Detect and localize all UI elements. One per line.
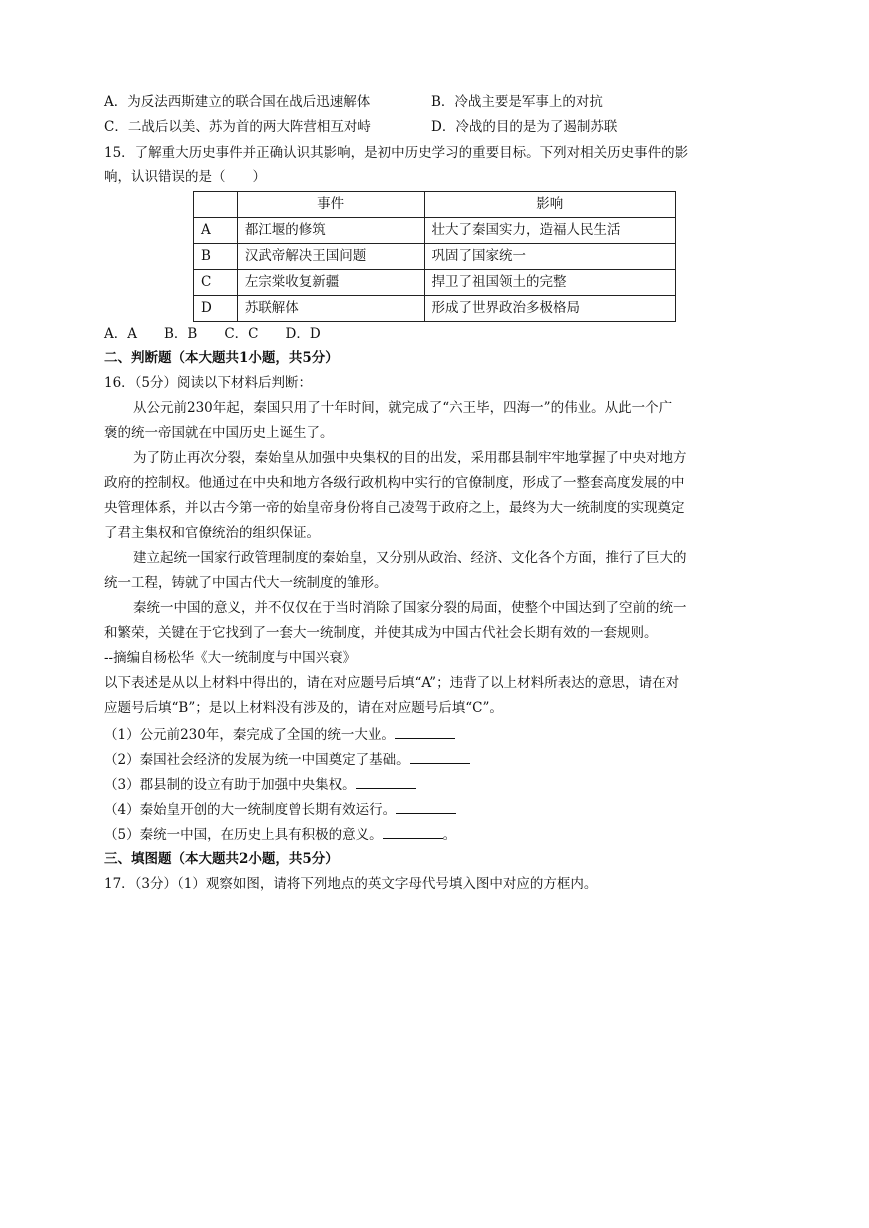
q15-stem-line2: 响，认识错误的是（ ） bbox=[104, 169, 266, 185]
q17-stem: 17．（3分）（1）观察如图，请将下列地点的英文字母代号填入图中对应的方框内。 bbox=[104, 876, 598, 892]
row-letter: D bbox=[194, 296, 238, 322]
row-impact: 壮大了秦国实力，造福人民生活 bbox=[424, 218, 675, 244]
section3-title: 三、填图题（本大题共2小题，共5分） bbox=[104, 851, 339, 867]
row-letter: A bbox=[194, 218, 238, 244]
q16-paragraph3-line1: 建立起统一国家行政管理制度的秦始皇，又分别从政治、经济、文化各个方面，推行了巨大的 bbox=[133, 550, 687, 566]
row-event: 汉武帝解决王国问题 bbox=[237, 244, 424, 270]
q16-item-5 bbox=[104, 824, 456, 844]
row-event: 都江堰的修筑 bbox=[237, 218, 424, 244]
row-impact: 巩固了国家统一 bbox=[424, 244, 675, 270]
row-event: 苏联解体 bbox=[237, 296, 424, 322]
q16-paragraph2-line1: 为了防止再次分裂，秦始皇从加强中央集权的目的出发，采用郡县制牢牢地掌握了中央对地方 bbox=[133, 450, 687, 466]
q16-item-text: （5）秦统一中国，在历史上具有积极的意义。 bbox=[104, 827, 383, 843]
table-header-row bbox=[194, 192, 676, 218]
q15-options: A．A B．B C．C D．D bbox=[104, 326, 321, 342]
q16-item-1 bbox=[104, 724, 455, 744]
answer-blank[interactable] bbox=[395, 724, 455, 739]
q16-item-4 bbox=[104, 799, 456, 819]
row-event: 左宗棠收复新疆 bbox=[237, 270, 424, 296]
q16-instruction-line2: 应题号后填“B”；是以上材料没有涉及的，请在对应题号后填“C”。 bbox=[104, 700, 503, 716]
q16-item-text: （1）公元前230年，秦完成了全国的统一大业。 bbox=[104, 727, 395, 743]
q16-item-text: （3）郡县制的设立有助于加强中央集权。 bbox=[104, 777, 356, 793]
q16-paragraph1-line1: 从公元前230年起，秦国只用了十年时间，就完成了“六王毕，四海一”的伟业。从此一个广 bbox=[133, 400, 673, 416]
table-row bbox=[194, 218, 676, 244]
answer-blank[interactable] bbox=[410, 749, 470, 764]
q16-paragraph2-line4: 了君主集权和官僚统治的组织保证。 bbox=[104, 525, 320, 541]
q16-paragraph1-line2: 褒的统一帝国就在中国历史上诞生了。 bbox=[104, 425, 334, 441]
q14-option-b: B．冷战主要是军事上的对抗 bbox=[431, 94, 603, 110]
row-letter: C bbox=[194, 270, 238, 296]
q16-item-text: （2）秦国社会经济的发展为统一中国奠定了基础。 bbox=[104, 752, 410, 768]
q14-option-d: D．冷战的目的是为了遏制苏联 bbox=[431, 119, 618, 135]
table-row bbox=[194, 296, 676, 322]
q16-paragraph4-line1: 秦统一中国的意义，并不仅仅在于当时消除了国家分裂的局面，使整个中国达到了空前的统一 bbox=[133, 600, 687, 616]
q14-option-a: A．为反法西斯建立的联合国在战后迅速解体 bbox=[104, 94, 371, 110]
table-header-impact: 影响 bbox=[424, 192, 675, 218]
row-impact: 形成了世界政治多极格局 bbox=[424, 296, 675, 322]
q16-item-2 bbox=[104, 749, 470, 769]
q16-stem: 16．（5分）阅读以下材料后判断： bbox=[104, 375, 313, 391]
table-row bbox=[194, 244, 676, 270]
q16-source: --摘编自杨松华《大一统制度与中国兴衰》 bbox=[104, 650, 357, 666]
row-letter: B bbox=[194, 244, 238, 270]
q16-item-3 bbox=[104, 774, 416, 794]
q16-instruction-line1: 以下表述是从以上材料中得出的，请在对应题号后填“A”；违背了以上材料所表达的意思，请在对 bbox=[104, 675, 680, 691]
answer-blank[interactable] bbox=[383, 824, 443, 839]
q16-paragraph2-line3: 央管理体系，并以古今第一帝的始皇帝身份将自己凌驾于政府之上，最终为大一统制度的实现奠定 bbox=[104, 500, 685, 516]
q16-item5-end: 。 bbox=[442, 827, 457, 843]
q16-paragraph3-line2: 统一工程，铸就了中国古代大一统制度的雏形。 bbox=[104, 575, 388, 591]
table-header-cell bbox=[194, 192, 238, 218]
section2-title: 二、判断题（本大题共1小题，共5分） bbox=[104, 350, 339, 366]
row-impact: 捍卫了祖国领土的完整 bbox=[424, 270, 675, 296]
q16-paragraph2-line2: 政府的控制权。他通过在中央和地方各级行政机构中实行的官僚制度，形成了一整套高度发展的中 bbox=[104, 475, 685, 491]
answer-blank[interactable] bbox=[356, 774, 416, 789]
table-row bbox=[194, 270, 676, 296]
q14-option-c: C．二战后以美、苏为首的两大阵营相互对峙 bbox=[104, 119, 371, 135]
answer-blank[interactable] bbox=[396, 799, 456, 814]
q15-stem-line1: 15．了解重大历史事件并正确认识其影响，是初中历史学习的重要目标。下列对相关历史事件的影 bbox=[104, 145, 689, 161]
table-header-event: 事件 bbox=[237, 192, 424, 218]
q16-item-text: （4）秦始皇开创的大一统制度曾长期有效运行。 bbox=[104, 802, 397, 818]
q15-event-table bbox=[193, 191, 676, 322]
q16-paragraph4-line2: 和繁荣，关键在于它找到了一套大一统制度，并使其成为中国古代社会长期有效的一套规则。 bbox=[104, 625, 658, 641]
